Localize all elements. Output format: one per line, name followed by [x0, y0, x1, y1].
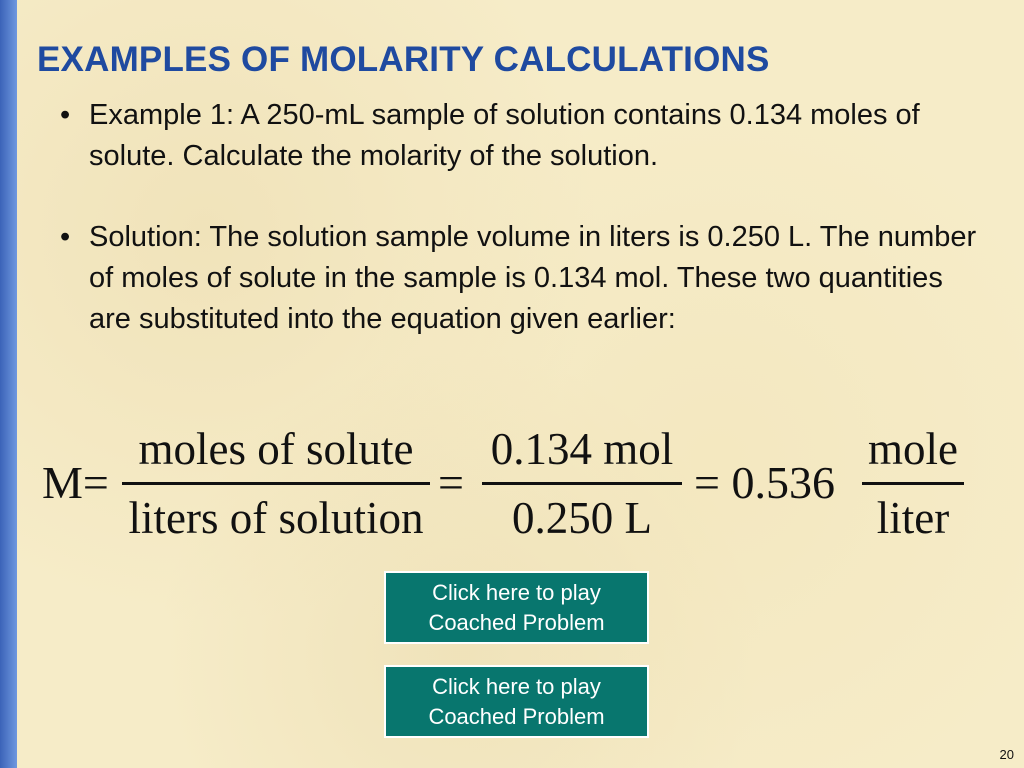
coached-problem-button-1[interactable]	[384, 571, 649, 644]
button-2-line-2: Coached Problem	[428, 703, 605, 729]
side-accent-bar	[0, 0, 17, 768]
slide-title: EXAMPLES OF MOLARITY CALCULATIONS	[37, 40, 770, 79]
equation-lhs: M=	[42, 457, 109, 508]
fraction-units-denominator: liter	[862, 482, 964, 543]
coached-problem-button-2[interactable]	[384, 665, 649, 738]
fraction-units-numerator: mole	[868, 424, 958, 474]
button-1-line-2: Coached Problem	[428, 609, 605, 635]
fraction-units	[862, 424, 964, 543]
fraction-values	[482, 424, 682, 543]
fraction-definition	[122, 424, 430, 543]
result-value: = 0.536	[694, 457, 835, 508]
button-1-line-1: Click here to play	[432, 579, 601, 605]
bullet-list	[60, 95, 990, 380]
molarity-equation	[42, 420, 982, 545]
fraction-definition-denominator: liters of solution	[122, 482, 430, 543]
bullet-example: • Example 1: A 250-mL sample of solution contains 0.134 moles of solute. Calculate the molarity of the solution.	[60, 95, 990, 177]
bullet-solution: • Solution: The solution sample volume in liters is 0.250 L. The number of moles of solute in the sample is 0.134 mol. These two quantities are substituted into the equation given earlier:	[60, 217, 990, 340]
page-number: 20	[999, 747, 1014, 762]
button-2-line-1: Click here to play	[432, 673, 601, 699]
fraction-values-numerator: 0.134 mol	[490, 424, 674, 474]
fraction-values-denominator: 0.250 L	[482, 482, 682, 543]
equals-sign-1: =	[438, 457, 464, 508]
fraction-definition-numerator: moles of solute	[138, 424, 414, 474]
